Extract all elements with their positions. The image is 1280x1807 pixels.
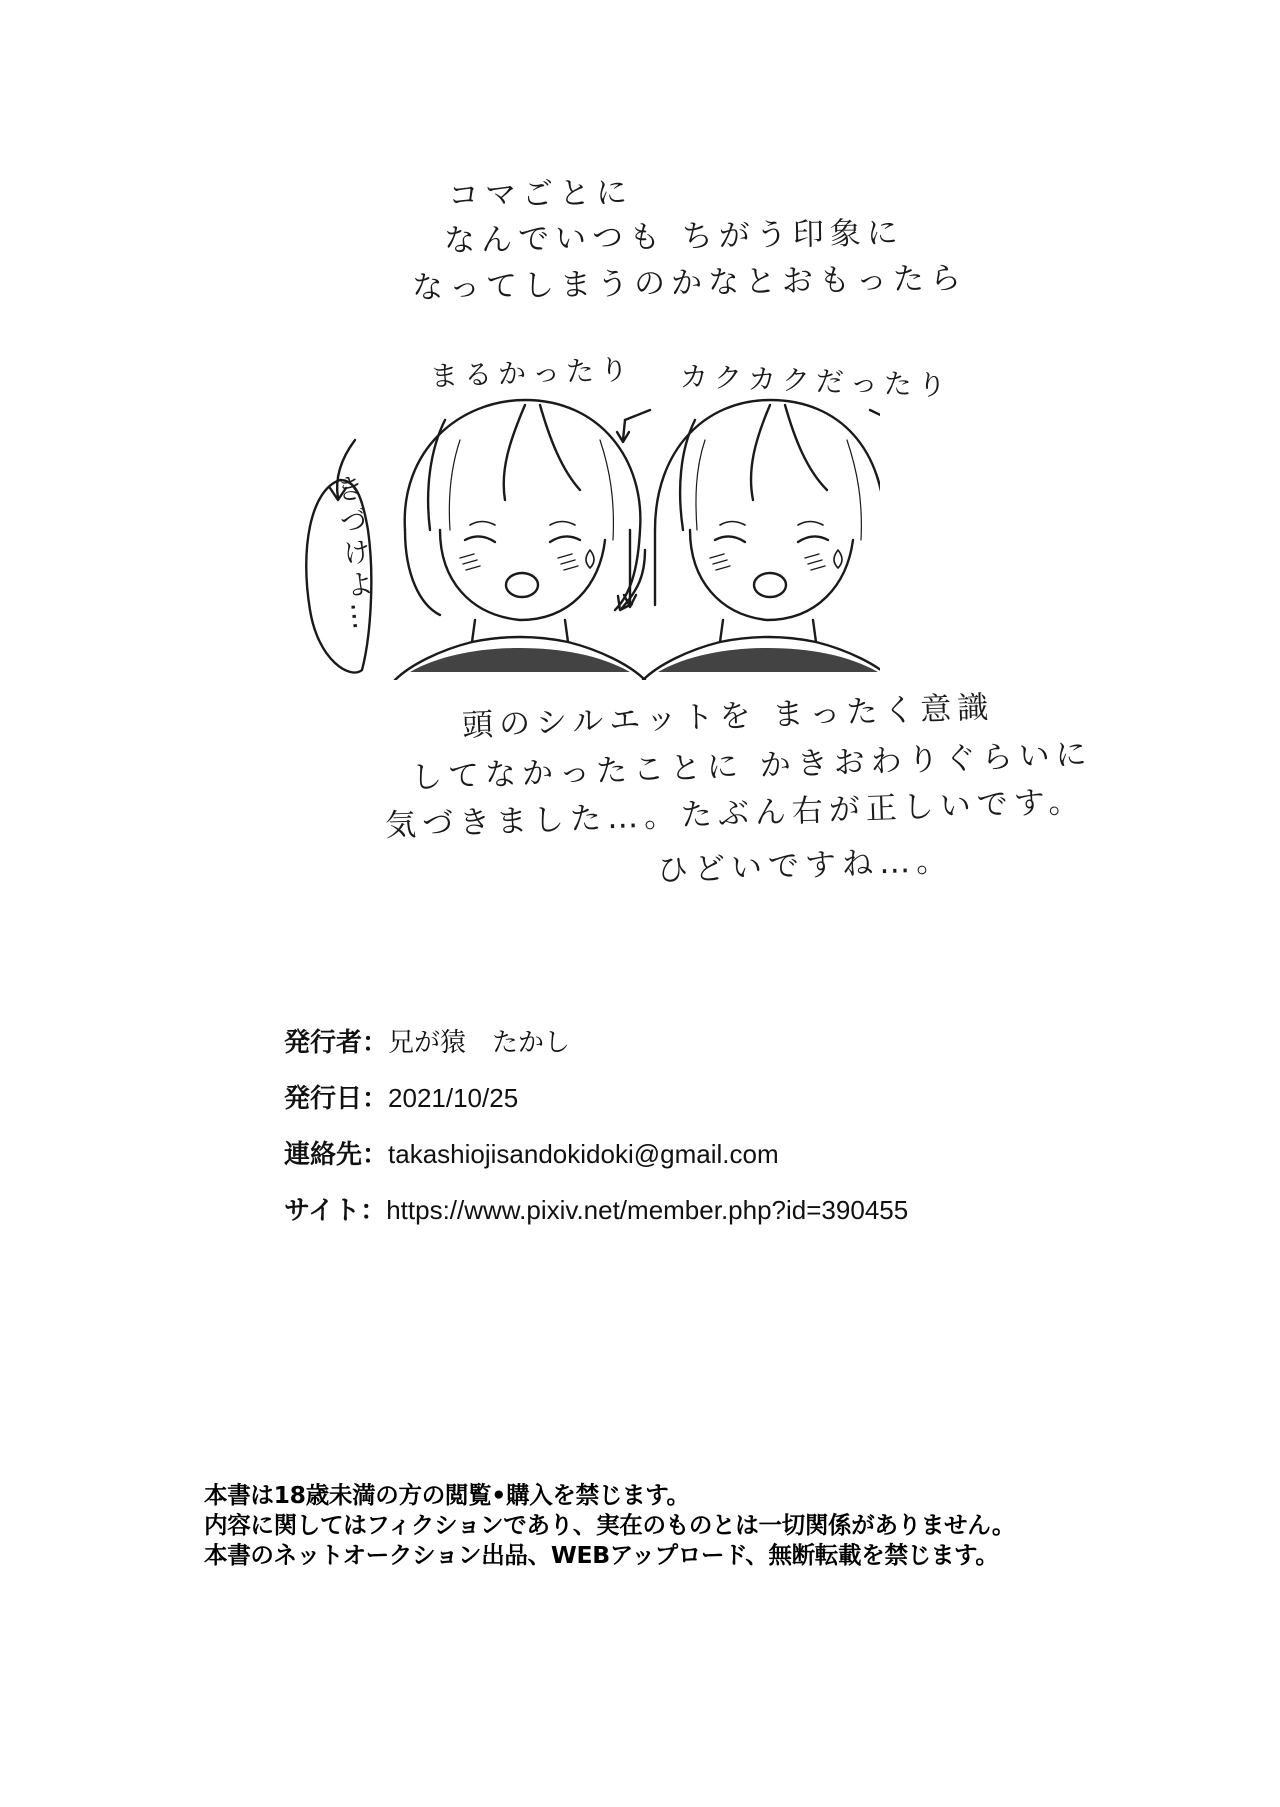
colophon-separator: ： (362, 1027, 389, 1057)
handwritten-intro-line-1: コマごとに (447, 174, 634, 214)
handwritten-note-line-2: してなかったことに かきおわりぐらいに (410, 736, 1094, 796)
colophon-separator: ： (360, 1195, 387, 1225)
colophon-label: 発行者 (284, 1027, 363, 1057)
notice-age-restriction: 本書は18歳未満の方の閲覧•購入を禁じます。 (204, 1481, 690, 1509)
colophon-value: 2021/10/25 (388, 1083, 519, 1113)
handwritten-intro-line-3: なってしまうのかなとおもったら (411, 260, 968, 306)
notice-fiction: 内容に関してはフィクションであり、実在のものとは一切関係がありません。 (204, 1511, 1016, 1539)
handwritten-note-line-4: ひどいですね…。 (656, 842, 954, 889)
colophon-site (284, 1182, 1184, 1238)
rounded-head-drawing (330, 400, 645, 680)
notice-no-reproduction: 本書のネットオークション出品、WEBアップロード、無断転載を禁じます。 (204, 1541, 999, 1569)
handwritten-note-line-1: 頭のシルエットを まったく意識 (461, 689, 995, 744)
colophon-value: 兄が猿 たかし (388, 1027, 571, 1057)
label-rounded-head: まるかったり (429, 352, 635, 393)
label-angular-head: カクカクだったり (679, 360, 953, 403)
legal-notices (204, 1480, 1204, 1570)
colophon-label: サイト (284, 1195, 361, 1225)
handwritten-intro-line-2: なんでいつも ちがう印象に (443, 214, 905, 259)
colophon-email[interactable]: takashiojisandokidoki@gmail.com (388, 1139, 779, 1169)
speech-bubble-text: きづけよ… (330, 472, 381, 636)
angular-head-drawing (617, 400, 880, 680)
colophon-label: 連絡先 (284, 1139, 363, 1169)
colophon-separator: ： (362, 1139, 389, 1169)
head-silhouette-sketch (300, 380, 880, 680)
colophon-publisher (284, 1014, 1184, 1070)
colophon-url[interactable]: https://www.pixiv.net/member.php?id=390455 (386, 1195, 909, 1225)
handwritten-note-line-3: 気づきました…。たぶん右が正しいです。 (384, 783, 1086, 844)
colophon-contact (284, 1126, 1184, 1182)
colophon-date (284, 1070, 1184, 1126)
colophon (284, 1014, 1184, 1238)
colophon-label: 発行日 (284, 1083, 363, 1113)
colophon-separator: ： (362, 1083, 389, 1113)
